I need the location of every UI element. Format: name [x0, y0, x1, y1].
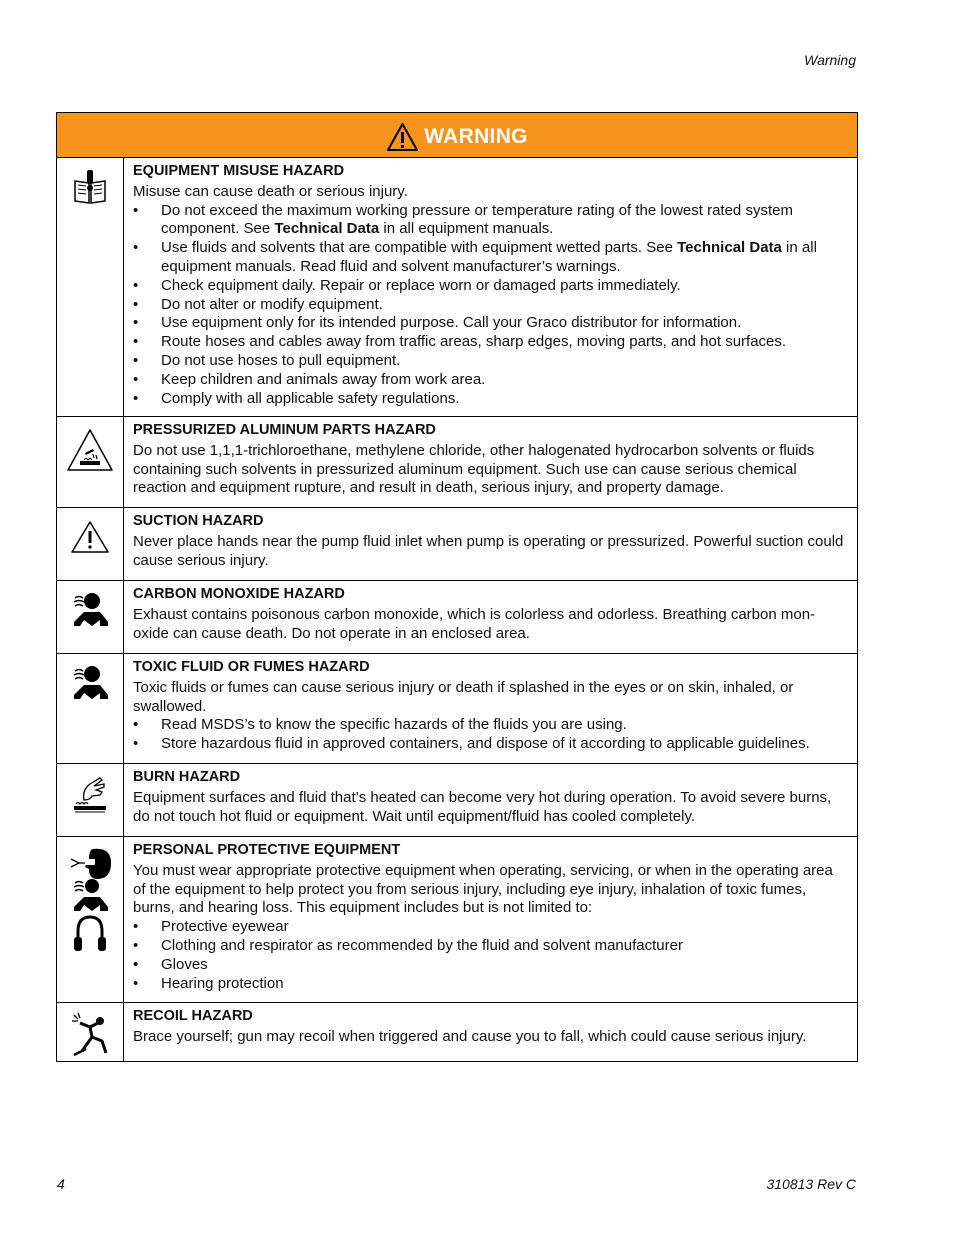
fumes-person-icon	[70, 663, 110, 703]
hazard-bullet: • Use fluids and solvents that are compatible with equipment wetted parts. See Technical Data in all equipment manuals. Read fluid and solvent manufacturer’s warnings.	[133, 239, 847, 277]
document-number: 310813 Rev C	[766, 1176, 856, 1192]
hazard-text-cell	[124, 158, 857, 416]
hazard-icon-cell	[57, 158, 124, 416]
hazard-icon-cell	[57, 654, 124, 763]
hazard-row-carbon-monoxide	[57, 581, 857, 654]
hazard-title: SUCTION HAZARD	[133, 513, 264, 529]
hazard-title: RECOIL HAZARD	[133, 1008, 253, 1024]
hazard-description: Equipment surfaces and fluid that’s heated can become very hot during operation. To avoid severe burns, do not touch hot fluid or equipment. Wait until equipment/fluid has cooled completely.	[133, 788, 832, 825]
hazard-text-cell	[124, 1003, 857, 1061]
hazard-icon-cell	[57, 764, 124, 836]
hazard-text-cell	[124, 837, 857, 1002]
warning-triangle-icon	[386, 122, 419, 152]
hazard-description: Never place hands near the pump fluid inlet when pump is operating or pressurized. Powerful suction could cause serious injury.	[133, 532, 844, 569]
respirator-icon	[70, 877, 110, 913]
warning-banner-label: WARNING	[424, 125, 528, 148]
hazard-bullet: • Do not use hoses to pull equipment.	[133, 352, 847, 371]
hazard-bullet: • Comply with all applicable safety regulations.	[133, 390, 847, 409]
hazard-row-suction	[57, 508, 857, 581]
fumes-person-icon	[70, 590, 110, 630]
hazard-title: TOXIC FLUID OR FUMES HAZARD	[133, 659, 370, 675]
hazard-icon-cell	[57, 837, 124, 1002]
warning-banner	[57, 113, 857, 158]
hazard-description: Do not use 1,1,1-trichloroethane, methylene chloride, other halogenated hydrocarbon solvents or fluids containing such solvents in pressurized aluminum equipment. Such use can cause serious chemical reaction and equipment rupture, and result in death, serious injury, and property damage.	[133, 441, 815, 497]
hazard-row-burn	[57, 764, 857, 837]
corrosion-triangle-icon	[66, 427, 114, 473]
hazard-text-cell	[124, 764, 857, 836]
hazard-description: Brace yourself; gun may recoil when triggered and cause you to fall, which could cause serious injury.	[133, 1027, 807, 1045]
hazard-icon-cell	[57, 581, 124, 653]
hazard-bullet-list	[133, 202, 847, 409]
hazard-bullet: • Clothing and respirator as recommended by the fluid and solvent manufacturer	[133, 937, 847, 956]
hazard-icon-cell	[57, 1003, 124, 1061]
running-header: Warning	[804, 52, 856, 68]
hazard-text-cell	[124, 508, 857, 580]
hazard-bullet: • Store hazardous fluid in approved containers, and dispose of it according to applicable guidelines.	[133, 735, 847, 754]
hazard-bullet: • Check equipment daily. Repair or replace worn or damaged parts immediately.	[133, 277, 847, 296]
hazard-title: EQUIPMENT MISUSE HAZARD	[133, 163, 345, 179]
page-number: 4	[57, 1176, 65, 1192]
hazard-row-toxic-fluid	[57, 654, 857, 764]
eye-protection-icon	[67, 845, 113, 881]
hazard-bullet: • Use equipment only for its intended purpose. Call your Graco distributor for information.	[133, 314, 847, 333]
hazard-text-cell	[124, 654, 857, 763]
hazard-bullet-list	[133, 716, 847, 754]
hazard-row-equipment-misuse	[57, 158, 857, 417]
hazard-text-cell	[124, 417, 857, 507]
hazard-bullet: • Do not exceed the maximum working pressure or temperature rating of the lowest rated system component. See Technical Data in all equipment manuals.	[133, 202, 847, 240]
hazard-description: You must wear appropriate protective equipment when operating, servicing, or when in the operating area of the equipment to help protect you from serious injury, including eye injury, inhalation of toxic fumes, burns, and hearing loss. This equipment includes but is not limited to:	[133, 861, 833, 917]
hazard-bullet: • Route hoses and cables away from traffic areas, sharp edges, moving parts, and hot surfaces.	[133, 333, 847, 352]
warning-table	[56, 112, 858, 1062]
hearing-protection-icon	[70, 913, 110, 955]
hot-surface-hand-icon	[70, 774, 110, 814]
hazard-bullet: • Do not alter or modify equipment.	[133, 296, 847, 315]
recoil-person-icon	[68, 1011, 112, 1057]
hazard-text-cell	[124, 581, 857, 653]
warning-triangle-icon	[70, 520, 110, 554]
hazard-bullet: • Keep children and animals away from work area.	[133, 371, 847, 390]
hazard-bullet: • Protective eyewear	[133, 918, 847, 937]
hazard-bullet: • Hearing protection	[133, 975, 847, 994]
hazard-bullet-list	[133, 918, 847, 993]
hazard-row-pressurized-aluminum	[57, 417, 857, 508]
hazard-description: Exhaust contains poisonous carbon monoxide, which is colorless and odorless. Breathing carbon mon-oxide can cause death. Do not operate in an enclosed area.	[133, 605, 816, 642]
hazard-title: CARBON MONOXIDE HAZARD	[133, 586, 345, 602]
hazard-icon-cell	[57, 417, 124, 507]
hazard-row-ppe	[57, 837, 857, 1003]
hazard-description: Misuse can cause death or serious injury.	[133, 182, 408, 200]
hazard-description: Toxic fluids or fumes can cause serious injury or death if splashed in the eyes or on skin, inhaled, or swallowed.	[133, 678, 794, 715]
hazard-title: PRESSURIZED ALUMINUM PARTS HAZARD	[133, 422, 436, 438]
hazard-title: BURN HAZARD	[133, 769, 241, 785]
hazard-icon-cell	[57, 508, 124, 580]
hazard-bullet: • Gloves	[133, 956, 847, 975]
hazard-row-recoil	[57, 1003, 857, 1061]
read-manual-icon	[73, 169, 107, 205]
hazard-bullet: • Read MSDS’s to know the specific hazards of the fluids you are using.	[133, 716, 847, 735]
hazard-title: PERSONAL PROTECTIVE EQUIPMENT	[133, 842, 401, 858]
